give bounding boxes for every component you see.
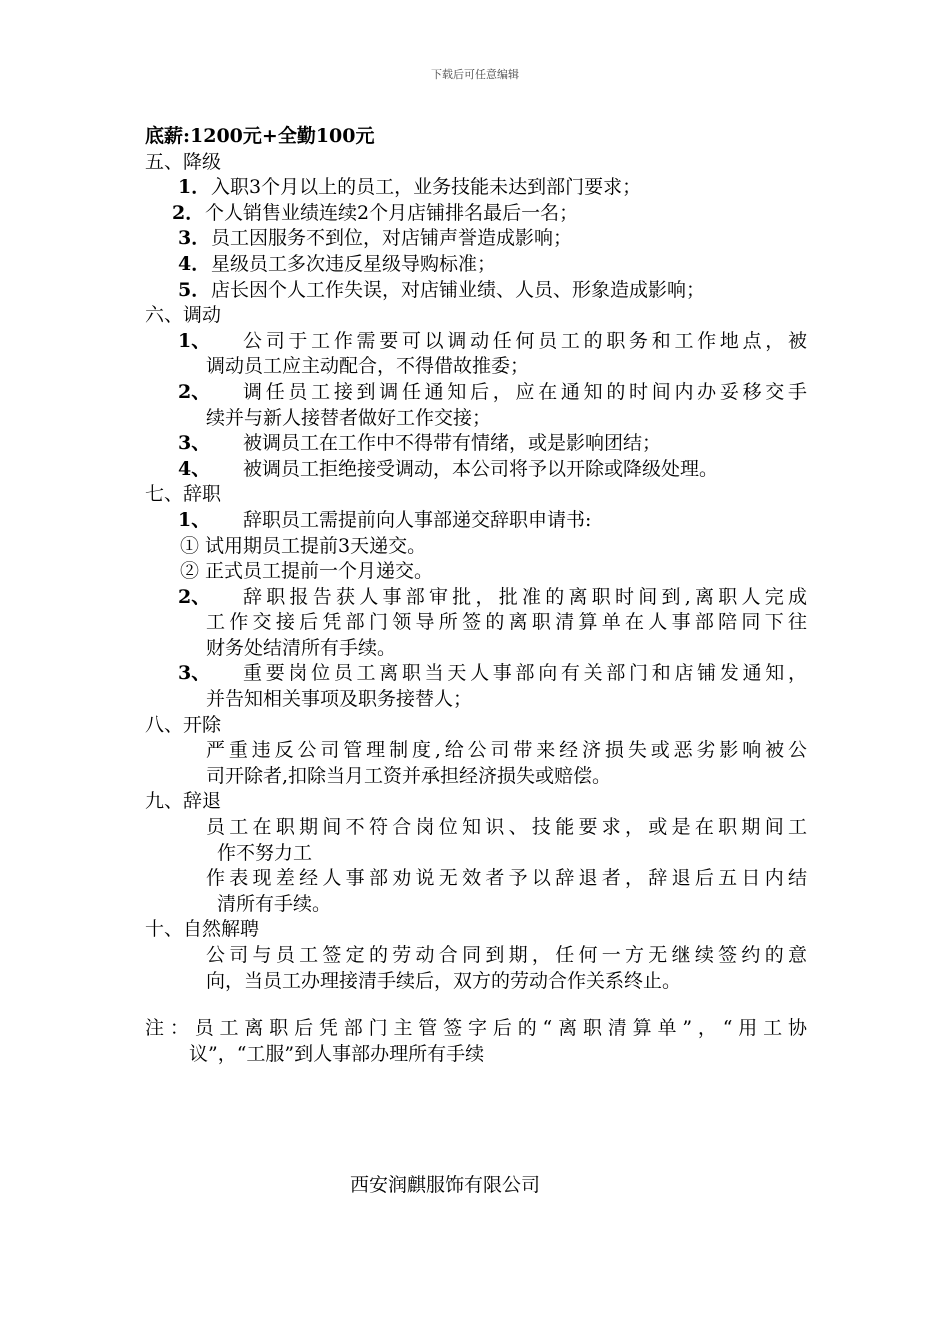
note-text: 注：员工离职后凭部门主管签字后的“离职清算单”，“用工协 <box>145 1017 807 1040</box>
list-item <box>145 661 807 687</box>
paragraph-line <box>145 943 807 969</box>
item-text-cont: 调动员工应主动配合，不得借故推委； <box>206 355 530 378</box>
paragraph-text: 司开除者,扣除当月工资并承担经济损失或赔偿。 <box>206 764 612 787</box>
item-text: 员工因服务不到位，对店铺声誉造成影响； <box>211 227 573 250</box>
paragraph-line <box>145 866 807 892</box>
section-title-transfer: 六、调动 <box>145 304 222 327</box>
item-number: 3、 <box>178 432 211 455</box>
page-header: 下载后可任意编辑 <box>431 68 519 81</box>
item-text: 入职3个月以上的员工，业务技能未达到部门要求； <box>211 176 642 199</box>
item-number: 4． <box>178 252 211 275</box>
item-text: 辞职员工需提前向人事部递交辞职申请书: <box>243 508 592 531</box>
list-item-continued <box>145 354 807 380</box>
document-body <box>145 124 807 1067</box>
section-title-dismissal: 八、开除 <box>145 713 222 736</box>
list-item <box>145 201 807 227</box>
item-text-cont: 财务处结清所有手续。 <box>206 636 397 659</box>
note-line <box>145 1016 807 1042</box>
paragraph-text: 公司与员工签定的劳动合同到期，任何一方无继续签约的意 <box>206 944 807 966</box>
sub-item <box>145 534 807 560</box>
list-item <box>145 585 807 611</box>
list-item <box>145 175 807 201</box>
salary-line: 底薪:1200元+全勤100元 <box>145 125 375 147</box>
paragraph-text: 向，当员工办理接清手续后，双方的劳动合作关系终止。 <box>206 969 682 992</box>
item-text: 辞职报告获人事部审批，批准的离职时间到,离职人完成 <box>243 585 807 608</box>
list-item-continued <box>145 406 807 432</box>
item-number: 5． <box>178 278 211 301</box>
item-text: 店长因个人工作失误，对店铺业绩、人员、形象造成影响； <box>211 278 706 301</box>
item-number: 3、 <box>178 662 211 685</box>
item-text: 公司于工作需要可以调动任何员工的职务和工作地点，被 <box>243 329 807 352</box>
item-text-cont: 工作交接后凭部门领导所签的离职清算单在人事部陪同下往 <box>206 611 807 634</box>
item-number: 1、 <box>178 329 211 352</box>
note-text-cont: 议”，“工服”到人事部办理所有手续 <box>189 1042 485 1065</box>
list-item <box>145 252 807 278</box>
item-number: 4、 <box>178 457 211 480</box>
item-text: 个人销售业绩连续2个月店铺排名最后一名； <box>205 201 579 224</box>
paragraph-text: 作表现差经人事部劝说无效者予以辞退者，辞退后五日内结 <box>206 867 807 890</box>
section-title-expiry: 十、自然解聘 <box>145 918 260 941</box>
paragraph-text: 作不努力工 <box>217 841 313 864</box>
sub-item-text: ② 正式员工提前一个月递交。 <box>180 560 434 583</box>
paragraph-line <box>145 815 807 841</box>
paragraph-line <box>145 738 807 764</box>
item-text: 星级员工多次违反星级导购标准； <box>211 252 497 275</box>
list-item <box>145 380 807 406</box>
list-item <box>145 457 807 483</box>
sub-item-text: ① 试用期员工提前3天递交。 <box>180 534 427 557</box>
item-number: 2． <box>172 201 205 224</box>
paragraph-text: 清所有手续。 <box>217 892 332 915</box>
company-name: 西安润麒服饰有限公司 <box>349 1174 540 1196</box>
item-text-cont: 并告知相关事项及职务接替人； <box>206 688 473 711</box>
list-item-continued <box>145 636 807 662</box>
list-item <box>145 226 807 252</box>
paragraph-line <box>145 892 807 918</box>
paragraph-line <box>145 841 807 867</box>
list-item-continued <box>145 610 807 636</box>
list-item <box>145 431 807 457</box>
paragraph-text: 严重违反公司管理制度,给公司带来经济损失或恶劣影响被公 <box>206 739 807 762</box>
section-title-resignation: 七、辞职 <box>145 483 222 506</box>
item-number: 1、 <box>178 508 211 531</box>
item-text: 被调员工在工作中不得带有情绪，或是影响团结； <box>243 432 662 455</box>
item-text-cont: 续并与新人接替者做好工作交接； <box>206 406 492 429</box>
list-item <box>145 278 807 304</box>
item-number: 3． <box>178 227 211 250</box>
item-text: 被调员工拒绝接受调动，本公司将予以开除或降级处理。 <box>243 457 719 480</box>
list-item <box>145 329 807 355</box>
section-title-termination: 九、辞退 <box>145 790 222 813</box>
item-number: 2、 <box>178 380 211 403</box>
item-number: 2、 <box>178 585 211 608</box>
note-line <box>145 1042 807 1068</box>
list-item <box>145 508 807 534</box>
item-text: 重要岗位员工离职当天人事部向有关部门和店铺发通知， <box>243 662 807 685</box>
paragraph-line <box>145 969 807 995</box>
sub-item <box>145 559 807 585</box>
list-item-continued <box>145 687 807 713</box>
section-title-demotion: 五、降级 <box>145 150 222 173</box>
paragraph-text: 员工在职期间不符合岗位知识、技能要求，或是在职期间工 <box>206 816 807 839</box>
paragraph-line <box>145 764 807 790</box>
item-number: 1． <box>178 176 211 199</box>
item-text: 调任员工接到调任通知后，应在通知的时间内办妥移交手 <box>243 380 807 403</box>
